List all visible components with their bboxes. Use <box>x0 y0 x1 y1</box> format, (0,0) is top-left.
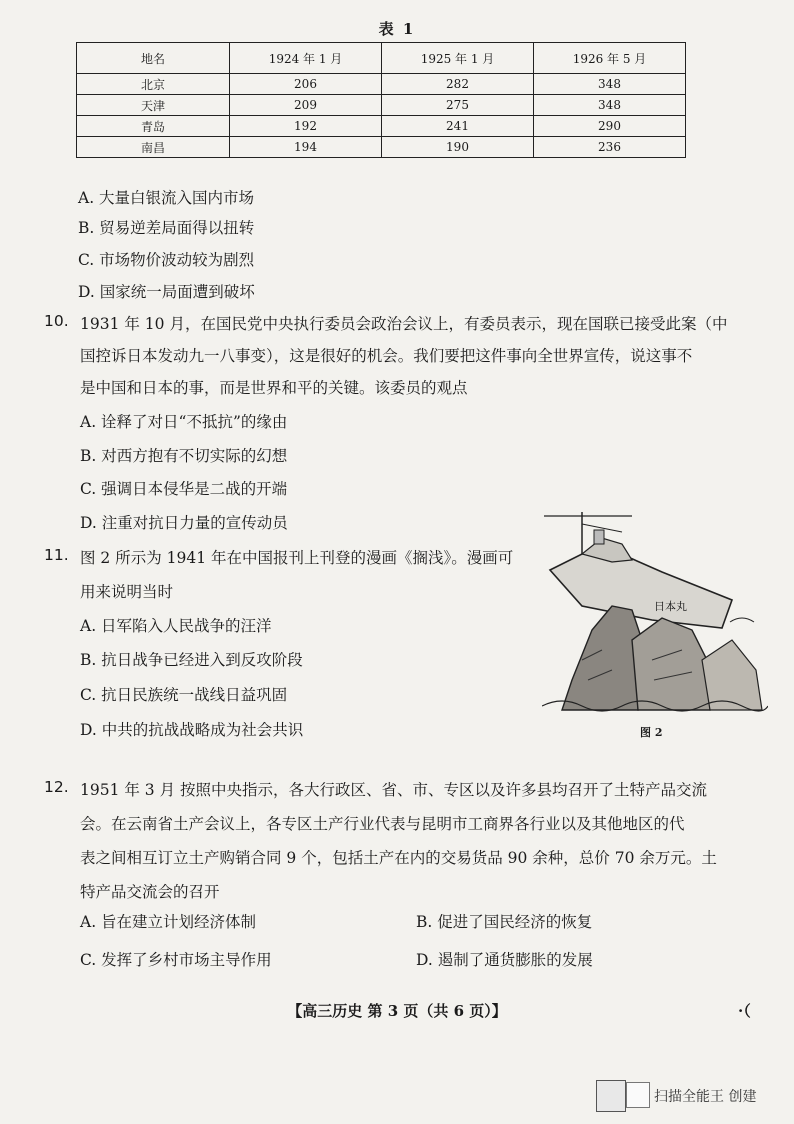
table-cell: 天津 <box>77 95 230 116</box>
q10-option-a: A. 诠释了对日“不抵抗”的缘由 <box>80 413 288 431</box>
table-row <box>77 116 686 137</box>
q11-option-a: A. 日军陷入人民战争的汪洋 <box>80 617 272 635</box>
q10-stem-line: 1931 年 10 月，在国民党中央执行委员会政治会议上，有委员表示，现在国联已接受此案（中 <box>80 315 728 333</box>
q10-number: 10. <box>44 312 69 330</box>
table-cell: 209 <box>230 95 382 116</box>
table-cell: 190 <box>382 137 534 158</box>
footer-right-mark: ·（ <box>738 1002 751 1020</box>
q10-option-b: B. 对西方抱有不切实际的幻想 <box>80 447 288 465</box>
q12-stem-line: 1951 年 3 月 按照中央指示，各大行政区、省、市、专区以及许多县均召开了土特产品交流 <box>80 781 708 799</box>
q12-option-d: D. 遏制了通货膨胀的发展 <box>416 951 593 969</box>
q12-number: 12. <box>44 778 69 796</box>
q10-option-c: C. 强调日本侵华是二战的开端 <box>80 480 288 498</box>
table-cell: 194 <box>230 137 382 158</box>
scanner-watermark <box>596 1076 776 1116</box>
q12-stem-line: 会。在云南省土产会议上，各专区土产行业代表与昆明市工商界各行业以及其他地区的代 <box>80 815 685 833</box>
q9-option-a: A. 大量白银流入国内市场 <box>78 189 255 207</box>
table-cell: 南昌 <box>77 137 230 158</box>
table-row <box>77 137 686 158</box>
q9-option-c: C. 市场物价波动较为剧烈 <box>78 251 255 269</box>
watermark-text: 扫描全能王 创建 <box>654 1089 757 1105</box>
q11-stem-line: 用来说明当时 <box>80 583 174 601</box>
q9-option-d: D. 国家统一局面遭到破坏 <box>78 283 255 301</box>
table-cell: 206 <box>230 74 382 95</box>
table-header-row <box>77 43 686 74</box>
q11-number: 11. <box>44 546 69 564</box>
q10-option-d: D. 注重对抗日力量的宣传动员 <box>80 514 288 532</box>
q9-option-b: B. 贸易逆差局面得以扭转 <box>78 219 255 237</box>
table-row <box>77 74 686 95</box>
app-logo-icon <box>626 1082 650 1108</box>
q12-option-c: C. 发挥了乡村市场主导作用 <box>80 951 272 969</box>
table-cell: 282 <box>382 74 534 95</box>
table-row <box>77 95 686 116</box>
q12-stem-line: 表之间相互订立土产购销合同 9 个，包括土产在内的交易货品 90 余种，总价 70 余万元。土 <box>80 849 717 867</box>
q12-option-b: B. 促进了国民经济的恢复 <box>416 913 593 931</box>
figure-caption: 图 2 <box>640 726 663 739</box>
q12-stem-line: 特产品交流会的召开 <box>80 883 220 901</box>
table-header-cell: 1924 年 1 月 <box>230 43 382 74</box>
q11-option-c: C. 抗日民族统一战线日益巩固 <box>80 686 288 704</box>
q11-option-d: D. 中共的抗战战略成为社会共识 <box>80 721 304 739</box>
table-cell: 192 <box>230 116 382 137</box>
table-cell: 290 <box>534 116 686 137</box>
table-header-cell: 1925 年 1 月 <box>382 43 534 74</box>
ship-label: 日本丸 <box>654 600 687 613</box>
table-cell: 348 <box>534 95 686 116</box>
q11-option-b: B. 抗日战争已经进入到反攻阶段 <box>80 651 303 669</box>
qr-code-icon <box>596 1080 626 1112</box>
table-header-cell: 1926 年 5 月 <box>534 43 686 74</box>
q11-stem-line: 图 2 所示为 1941 年在中国报刊上刊登的漫画《搁浅》。漫画可 <box>80 549 514 567</box>
q10-stem-line: 是中国和日本的事，而是世界和平的关键。该委员的观点 <box>80 379 468 397</box>
table-cell: 236 <box>534 137 686 158</box>
q10-stem-line: 国控诉日本发动九一八事变），这是很好的机会。我们要把这件事向全世界宣传，说这事不 <box>80 347 693 365</box>
data-table <box>76 42 686 158</box>
table-cell: 275 <box>382 95 534 116</box>
page-footer: 【高三历史 第 3 页（共 6 页）】 <box>287 1002 507 1020</box>
table-header-cell: 地名 <box>77 43 230 74</box>
table-cell: 北京 <box>77 74 230 95</box>
table-cell: 241 <box>382 116 534 137</box>
table-cell: 青岛 <box>77 116 230 137</box>
cartoon-figure <box>542 510 768 720</box>
q12-option-a: A. 旨在建立计划经济体制 <box>80 913 257 931</box>
table-cell: 348 <box>534 74 686 95</box>
table-title: 表 1 <box>378 20 416 38</box>
